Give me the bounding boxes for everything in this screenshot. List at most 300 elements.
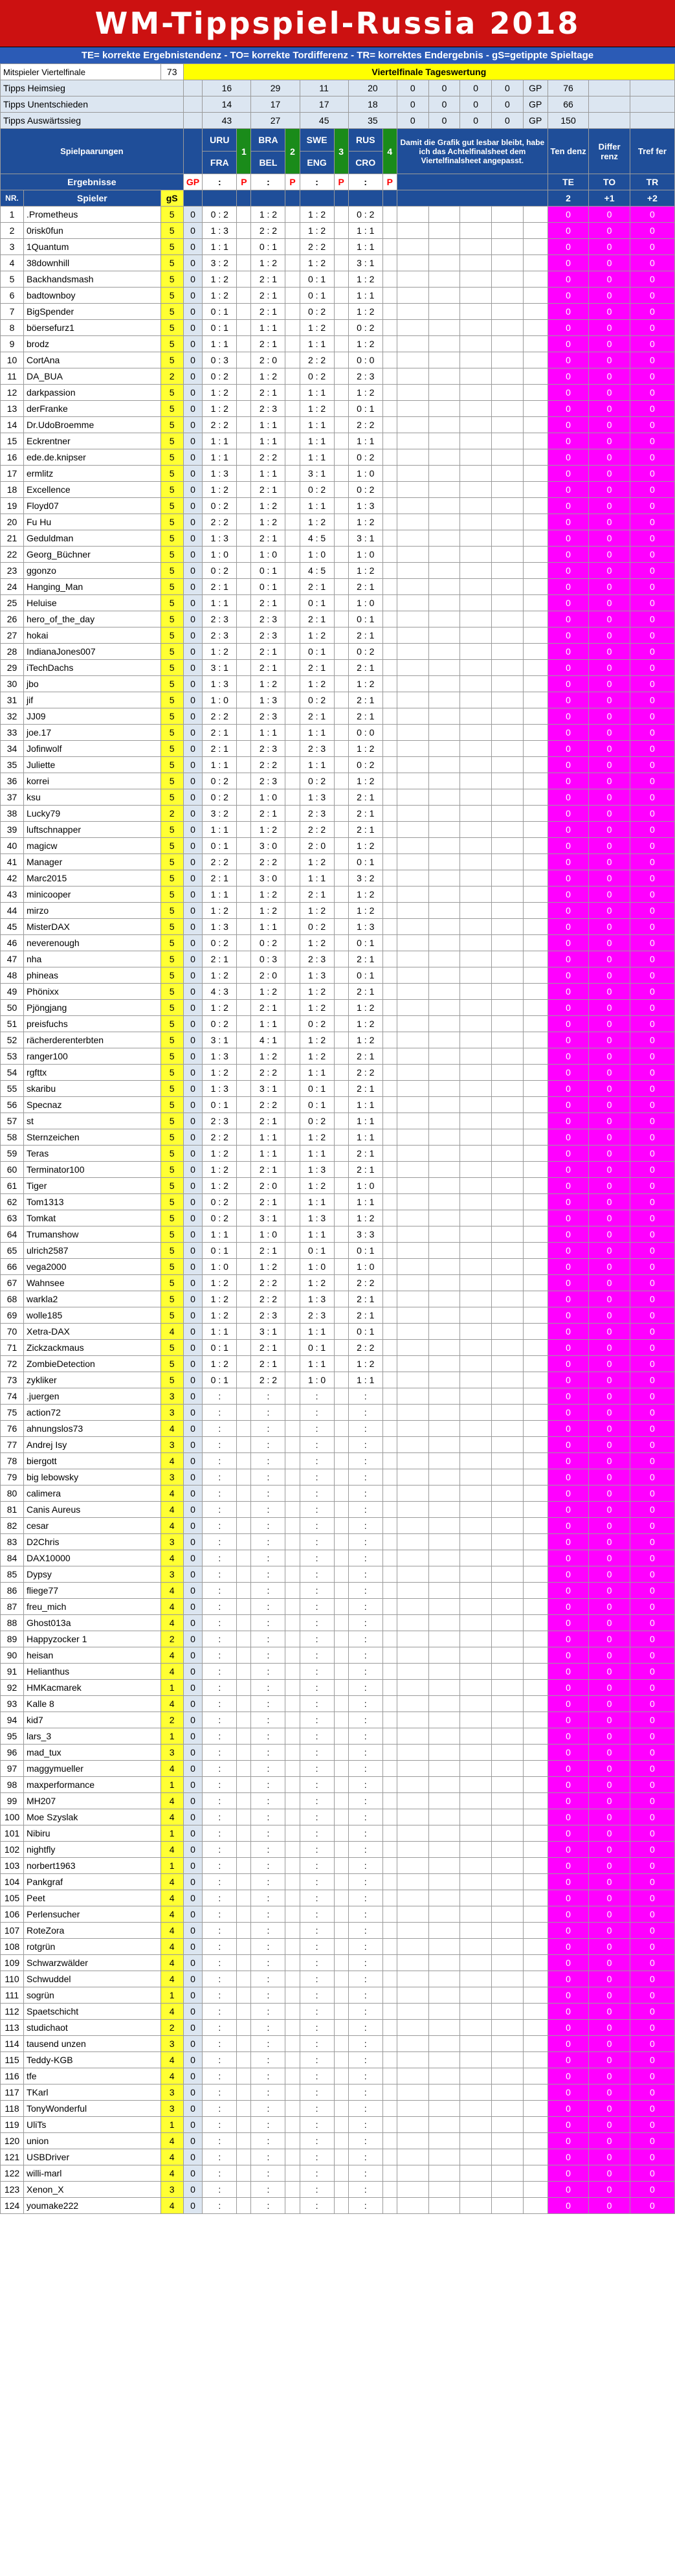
player-tip: 0 : 3	[203, 352, 237, 368]
player-tip: 1 : 2	[300, 676, 334, 692]
player-tr: 0	[630, 1809, 674, 1825]
player-to: 0	[589, 223, 630, 239]
player-name: Pankgraf	[23, 1874, 160, 1890]
cell	[397, 239, 428, 255]
cell	[237, 320, 251, 336]
player-tip: :	[251, 1486, 285, 1502]
cell	[460, 2133, 492, 2149]
cell	[428, 984, 460, 1000]
player-tip: :	[348, 2052, 382, 2068]
gp-value: 66	[548, 96, 589, 113]
player-gs: 3	[160, 2182, 183, 2198]
cell	[237, 1113, 251, 1129]
player-gs: 5	[160, 352, 183, 368]
cell	[285, 1874, 300, 1890]
player-to: 0	[589, 1146, 630, 1162]
player-tip: 1 : 2	[251, 498, 285, 514]
player-gs: 5	[160, 1065, 183, 1081]
player-tip: :	[203, 1890, 237, 1906]
player-te: 0	[548, 1113, 589, 1129]
cell	[492, 1971, 524, 1987]
player-gp: 0	[183, 903, 203, 919]
player-tip: :	[348, 1987, 382, 2004]
player-tip: 1 : 2	[348, 676, 382, 692]
cell	[285, 773, 300, 789]
player-gp: 0	[183, 385, 203, 401]
player-gp: 0	[183, 1664, 203, 1680]
player-name: .Prometheus	[23, 207, 160, 223]
cell	[285, 336, 300, 352]
player-name: ermlitz	[23, 466, 160, 482]
stats-value: 0	[397, 113, 428, 129]
cell	[492, 563, 524, 579]
player-gp: 0	[183, 2149, 203, 2165]
cell	[428, 336, 460, 352]
player-tr: 0	[630, 627, 674, 644]
player-gp: 0	[183, 1745, 203, 1761]
section-title: Viertelfinale Tageswertung	[183, 64, 674, 80]
player-gp: 0	[183, 1097, 203, 1113]
cell	[492, 1583, 524, 1599]
player-tr: 0	[630, 2052, 674, 2068]
cell	[334, 417, 348, 433]
cell	[237, 951, 251, 967]
player-gp: 0	[183, 2117, 203, 2133]
cell	[492, 951, 524, 967]
player-tr: 0	[630, 1825, 674, 1842]
player-tip: :	[251, 1793, 285, 1809]
player-tip: 1 : 1	[300, 336, 334, 352]
cell	[428, 708, 460, 725]
player-name: lars_3	[23, 1728, 160, 1745]
player-tip: :	[300, 1518, 334, 1534]
player-tip: :	[348, 2036, 382, 2052]
cell	[285, 708, 300, 725]
cell	[460, 547, 492, 563]
player-te: 0	[548, 1372, 589, 1388]
player-name: wolle185	[23, 1307, 160, 1324]
cell	[397, 1421, 428, 1437]
cell	[523, 466, 548, 482]
cell	[382, 1048, 397, 1065]
player-name: böersefurz1	[23, 320, 160, 336]
cell	[492, 2004, 524, 2020]
cell	[492, 530, 524, 547]
player-tip: :	[300, 1728, 334, 1745]
player-tip: :	[300, 1615, 334, 1631]
player-nr: 58	[1, 1129, 24, 1146]
player-to: 0	[589, 1534, 630, 1550]
player-gp: 0	[183, 870, 203, 887]
player-tip: 2 : 1	[348, 822, 382, 838]
cell	[285, 1194, 300, 1210]
player-row	[1, 725, 675, 741]
player-tr: 0	[630, 352, 674, 368]
player-nr: 39	[1, 822, 24, 838]
cell	[397, 1097, 428, 1113]
cell	[523, 1696, 548, 1712]
cell	[285, 563, 300, 579]
player-nr: 109	[1, 1955, 24, 1971]
player-nr: 80	[1, 1486, 24, 1502]
stats-value: 0	[428, 96, 460, 113]
player-tip: :	[203, 1858, 237, 1874]
player-gs: 5	[160, 1162, 183, 1178]
cell	[460, 207, 492, 223]
cell	[428, 1890, 460, 1906]
player-tip: :	[348, 1647, 382, 1664]
cell	[334, 1842, 348, 1858]
player-nr: 76	[1, 1421, 24, 1437]
player-tip: 2 : 1	[348, 806, 382, 822]
player-tip: :	[300, 1664, 334, 1680]
player-tip: :	[300, 1874, 334, 1890]
cell	[382, 1923, 397, 1939]
player-gp: 0	[183, 1372, 203, 1388]
cell	[523, 887, 548, 903]
player-nr: 92	[1, 1680, 24, 1696]
points-cell: P	[334, 174, 348, 190]
player-te: 0	[548, 1291, 589, 1307]
cell	[428, 1696, 460, 1712]
cell	[237, 271, 251, 288]
cell	[492, 1421, 524, 1437]
stats-value: 27	[251, 113, 300, 129]
player-tip: :	[348, 1437, 382, 1453]
player-to: 0	[589, 385, 630, 401]
cell	[460, 1048, 492, 1065]
cell	[492, 1793, 524, 1809]
tr-head: Tref fer	[630, 129, 674, 174]
player-to: 0	[589, 1647, 630, 1664]
player-row	[1, 1971, 675, 1987]
player-tr: 0	[630, 2036, 674, 2052]
cell	[334, 611, 348, 627]
player-te: 0	[548, 352, 589, 368]
cell	[382, 207, 397, 223]
cell	[334, 1065, 348, 1081]
player-tip: 2 : 1	[251, 304, 285, 320]
player-tip: :	[300, 1534, 334, 1550]
player-te: 0	[548, 401, 589, 417]
cell	[397, 1129, 428, 1146]
cell	[492, 2052, 524, 2068]
player-tip: :	[348, 1777, 382, 1793]
player-te: 0	[548, 385, 589, 401]
cell	[523, 838, 548, 854]
cell	[382, 417, 397, 433]
cell	[285, 611, 300, 627]
cell	[237, 223, 251, 239]
cell	[334, 1097, 348, 1113]
cell	[237, 757, 251, 773]
player-name: biergott	[23, 1453, 160, 1469]
cell	[523, 1259, 548, 1275]
cell	[237, 725, 251, 741]
player-tip: 2 : 1	[348, 1162, 382, 1178]
cell	[460, 449, 492, 466]
cell	[460, 1987, 492, 2004]
player-tip: :	[348, 1534, 382, 1550]
cell	[523, 1631, 548, 1647]
cell	[285, 984, 300, 1000]
cell	[382, 1226, 397, 1243]
cell	[523, 482, 548, 498]
player-te: 0	[548, 2149, 589, 2165]
player-tip: :	[251, 2068, 285, 2085]
cell	[523, 1518, 548, 1534]
cell	[397, 401, 428, 417]
player-tr: 0	[630, 1987, 674, 2004]
cell	[523, 870, 548, 887]
cell	[492, 1809, 524, 1825]
player-tip: 1 : 2	[300, 1000, 334, 1016]
player-name: derFranke	[23, 401, 160, 417]
player-te: 0	[548, 644, 589, 660]
player-row	[1, 887, 675, 903]
player-to: 0	[589, 1664, 630, 1680]
cell	[285, 288, 300, 304]
player-nr: 40	[1, 838, 24, 854]
player-name: vega2000	[23, 1259, 160, 1275]
cell	[382, 773, 397, 789]
cell	[382, 1583, 397, 1599]
player-tip: :	[348, 1761, 382, 1777]
player-name: ksu	[23, 789, 160, 806]
player-tip: 2 : 1	[251, 644, 285, 660]
player-tip: :	[251, 1874, 285, 1890]
player-tip: :	[251, 1939, 285, 1955]
cell	[334, 1129, 348, 1146]
cell	[334, 563, 348, 579]
player-tip: :	[251, 1583, 285, 1599]
cell	[460, 2165, 492, 2182]
cell	[428, 1340, 460, 1356]
cell	[251, 190, 285, 207]
cell	[523, 2052, 548, 2068]
player-te: 0	[548, 1405, 589, 1421]
player-tip: 1 : 3	[251, 692, 285, 708]
player-te: 0	[548, 1858, 589, 1874]
match-away: ENG	[300, 152, 334, 174]
cell	[460, 1259, 492, 1275]
player-to: 0	[589, 239, 630, 255]
cell	[397, 1825, 428, 1842]
cell	[428, 1858, 460, 1874]
cell	[334, 644, 348, 660]
cell	[492, 1162, 524, 1178]
player-tip: :	[348, 2165, 382, 2182]
player-nr: 94	[1, 1712, 24, 1728]
player-tip: :	[203, 1599, 237, 1615]
cell	[460, 1421, 492, 1437]
player-tip: 1 : 2	[203, 1000, 237, 1016]
cell	[334, 854, 348, 870]
cell	[492, 1032, 524, 1048]
player-tip: 1 : 1	[251, 433, 285, 449]
player-tr: 0	[630, 304, 674, 320]
player-tr: 0	[630, 1874, 674, 1890]
player-tip: 1 : 2	[348, 1000, 382, 1016]
cell	[397, 1405, 428, 1421]
player-tip: 2 : 1	[300, 579, 334, 595]
player-row	[1, 1243, 675, 1259]
cell	[237, 304, 251, 320]
player-gp: 0	[183, 1065, 203, 1081]
player-gp: 0	[183, 1825, 203, 1842]
player-te: 0	[548, 1486, 589, 1502]
cell	[428, 579, 460, 595]
cell	[428, 1307, 460, 1324]
stats-value: 0	[397, 96, 428, 113]
player-tr: 0	[630, 1745, 674, 1761]
cell	[285, 530, 300, 547]
cell	[492, 385, 524, 401]
player-te: 0	[548, 1906, 589, 1923]
player-te: 0	[548, 660, 589, 676]
player-row	[1, 660, 675, 676]
player-to: 0	[589, 271, 630, 288]
cell	[334, 1518, 348, 1534]
player-gp: 0	[183, 1421, 203, 1437]
cell	[334, 1696, 348, 1712]
player-name: 1Quantum	[23, 239, 160, 255]
player-name: ranger100	[23, 1048, 160, 1065]
cell	[523, 1906, 548, 1923]
player-tip: 0 : 1	[300, 1340, 334, 1356]
player-tip: 1 : 1	[300, 498, 334, 514]
cell	[334, 2101, 348, 2117]
player-tr: 0	[630, 1210, 674, 1226]
player-row	[1, 1065, 675, 1081]
player-tip: 1 : 1	[203, 1226, 237, 1243]
cell	[334, 741, 348, 757]
cell	[460, 1680, 492, 1696]
player-gp: 0	[183, 1842, 203, 1858]
cell	[460, 1324, 492, 1340]
cell	[523, 449, 548, 466]
player-tip: :	[300, 2149, 334, 2165]
player-name: Sternzeichen	[23, 1129, 160, 1146]
player-gp: 0	[183, 741, 203, 757]
cell	[523, 951, 548, 967]
stats-value: 17	[300, 96, 348, 113]
cell	[428, 2165, 460, 2182]
player-tip: 1 : 3	[203, 466, 237, 482]
player-tip: 2 : 2	[251, 757, 285, 773]
player-tip: 2 : 1	[251, 1356, 285, 1372]
player-te: 0	[548, 271, 589, 288]
cell	[382, 725, 397, 741]
player-tr: 0	[630, 2020, 674, 2036]
cell	[334, 870, 348, 887]
cell	[492, 2133, 524, 2149]
cell	[428, 1243, 460, 1259]
player-tip: 2 : 1	[203, 951, 237, 967]
player-tip: 0 : 2	[300, 692, 334, 708]
player-row	[1, 935, 675, 951]
cell	[348, 190, 382, 207]
player-tr: 0	[630, 1356, 674, 1372]
player-to: 0	[589, 1016, 630, 1032]
cell	[237, 1923, 251, 1939]
player-row	[1, 903, 675, 919]
stats-value: 35	[348, 113, 397, 129]
player-gp: 0	[183, 223, 203, 239]
cell	[428, 627, 460, 644]
player-tip: 1 : 2	[300, 1129, 334, 1146]
cell	[334, 806, 348, 822]
player-tr: 0	[630, 984, 674, 1000]
cell	[523, 1647, 548, 1664]
player-tip: 0 : 1	[348, 1324, 382, 1340]
cell	[285, 676, 300, 692]
player-nr: 32	[1, 708, 24, 725]
player-row	[1, 2117, 675, 2133]
stats-value: 0	[428, 113, 460, 129]
player-gp: 0	[183, 1243, 203, 1259]
player-tip: :	[348, 1745, 382, 1761]
player-name: hero_of_the_day	[23, 611, 160, 627]
cell	[397, 579, 428, 595]
cell	[460, 1469, 492, 1486]
cell	[237, 1842, 251, 1858]
cell	[428, 854, 460, 870]
cell	[285, 1437, 300, 1453]
player-te: 0	[548, 1680, 589, 1696]
cell	[334, 2036, 348, 2052]
cell	[397, 1534, 428, 1550]
cell	[397, 352, 428, 368]
cell	[523, 320, 548, 336]
cell	[460, 806, 492, 822]
player-tip: 1 : 1	[251, 1129, 285, 1146]
player-tr: 0	[630, 1971, 674, 1987]
player-row	[1, 1583, 675, 1599]
cell	[460, 644, 492, 660]
results-row	[1, 174, 675, 190]
cell	[334, 1874, 348, 1890]
cell	[492, 207, 524, 223]
cell	[285, 1696, 300, 1712]
player-tip: :	[300, 2133, 334, 2149]
player-tip: :	[251, 1858, 285, 1874]
cell	[460, 1761, 492, 1777]
player-row	[1, 967, 675, 984]
player-tip: 1 : 2	[251, 514, 285, 530]
player-tip: 0 : 2	[203, 1210, 237, 1226]
player-gs: 4	[160, 1761, 183, 1777]
te-points: 2	[548, 190, 589, 207]
player-tip: 1 : 2	[203, 1146, 237, 1162]
player-tip: :	[348, 1664, 382, 1680]
player-tip: 2 : 1	[251, 530, 285, 547]
cell	[492, 1340, 524, 1356]
player-tip: 1 : 1	[300, 433, 334, 449]
cell	[397, 1469, 428, 1486]
cell	[523, 806, 548, 822]
cell	[492, 1324, 524, 1340]
player-tip: 2 : 0	[300, 838, 334, 854]
cell	[523, 2117, 548, 2133]
cell	[460, 514, 492, 530]
cell	[334, 1923, 348, 1939]
cell	[397, 207, 428, 223]
player-tip: 3 : 3	[348, 1226, 382, 1243]
player-tip: :	[348, 1615, 382, 1631]
cell	[428, 2101, 460, 2117]
cell	[237, 2198, 251, 2214]
